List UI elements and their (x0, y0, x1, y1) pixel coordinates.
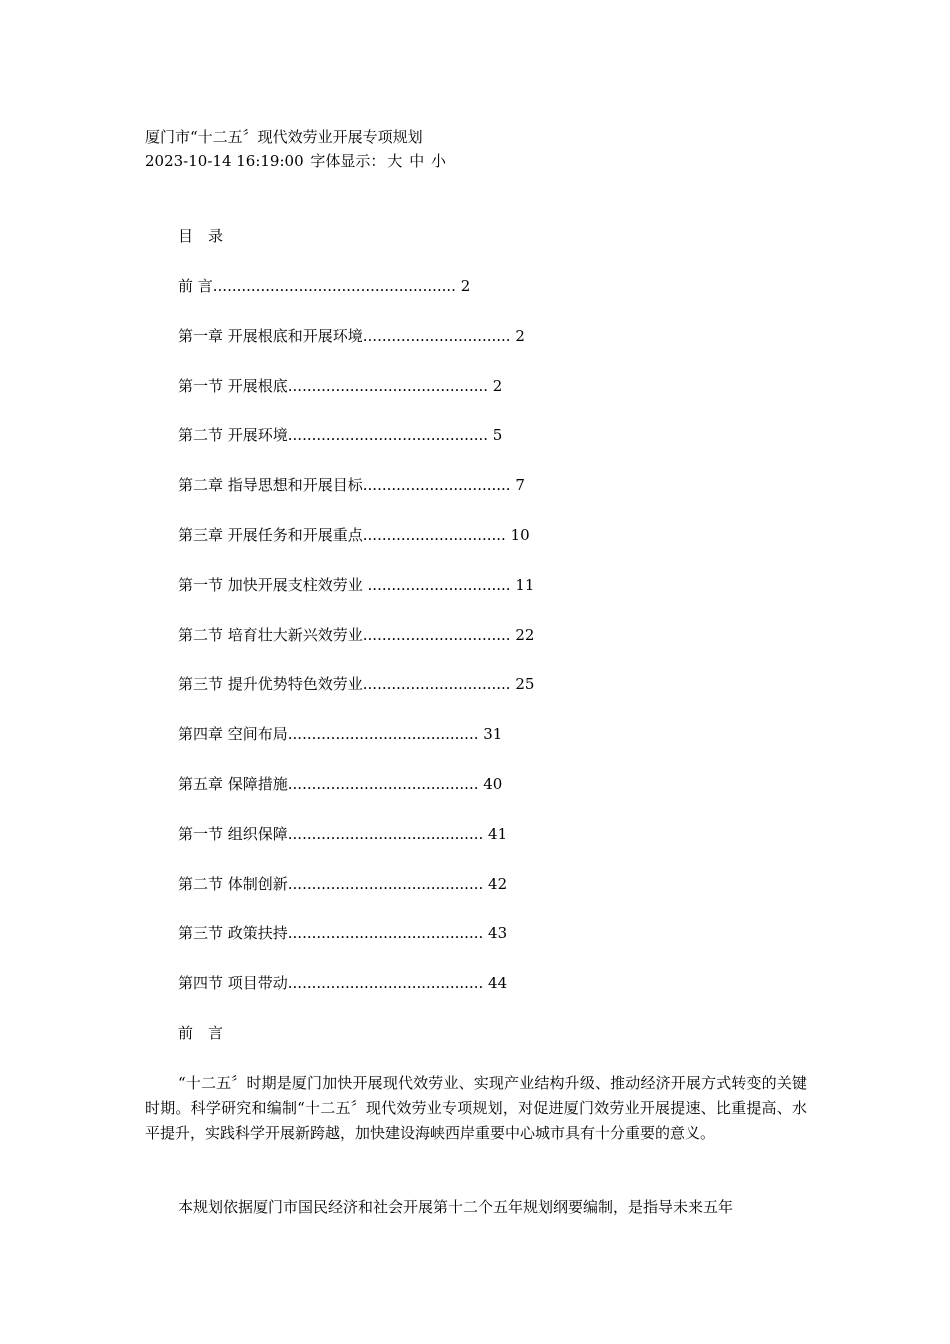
publish-datetime: 2023-10-14 16:19:00 (145, 152, 304, 170)
toc-item[interactable]: 第三节 政策扶持......................................... 43 (178, 924, 508, 943)
font-size-medium-link[interactable]: 中 (409, 152, 425, 170)
toc-item[interactable]: 第一章 开展根底和开展环境............................... 2 (178, 326, 525, 345)
toc-item[interactable]: 第二节 体制创新......................................... 42 (178, 874, 508, 893)
preface-paragraph: “十二五〞时期是厦门加快开展现代效劳业、实现产业结构升级、推动经济开展方式转变的关键时期。科学研究和编制“十二五〞现代效劳业专项规划，对促进厦门效劳业开展提速、比重提高、水平提升，实践科学开展新跨越，加快建设海峡西岸重要中心城市具有十分重要的意义。 (145, 1074, 807, 1142)
toc-item[interactable]: 第五章 保障措施........................................ 40 (178, 774, 503, 793)
toc-item[interactable]: 第四节 项目带动......................................... 44 (178, 974, 508, 993)
font-size-small-link[interactable]: 小 (431, 152, 447, 170)
font-size-large-link[interactable]: 大 (387, 152, 403, 170)
toc-item[interactable]: 前 言................................................... 2 (178, 277, 471, 295)
toc-item[interactable]: 第二章 指导思想和开展目标............................... 7 (178, 476, 525, 495)
preface-paragraph: 本规划依据厦门市国民经济和社会开展第十二个五年规划纲要编制，是指导未来五年 (178, 1198, 734, 1216)
article-meta (145, 149, 446, 173)
article-header (145, 125, 446, 173)
table-of-contents (178, 275, 534, 1022)
toc-item[interactable]: 第二节 培育壮大新兴效劳业............................... 22 (178, 625, 535, 644)
toc-item[interactable]: 第一节 开展根底.......................................... 2 (178, 376, 503, 395)
article-title: 厦门市“十二五〞现代效劳业开展专项规划 (145, 128, 423, 146)
toc-item[interactable]: 第三节 提升优势特色效劳业............................... 25 (178, 675, 535, 694)
toc-item[interactable]: 第三章 开展任务和开展重点.............................. 10 (178, 525, 530, 544)
toc-item[interactable]: 第一节 组织保障......................................... 41 (178, 824, 508, 843)
toc-item[interactable]: 第四章 空间布局........................................ 31 (178, 725, 503, 744)
font-size-label: 字体显示： (310, 152, 386, 170)
preface-heading: 前 言 (178, 1024, 224, 1042)
toc-item[interactable]: 第二节 开展环境.......................................... 5 (178, 426, 503, 445)
font-size-control (308, 152, 446, 170)
toc-item[interactable]: 第一节 加快开展支柱效劳业 .............................. 11 (178, 575, 535, 594)
toc-heading: 目 录 (178, 227, 224, 245)
